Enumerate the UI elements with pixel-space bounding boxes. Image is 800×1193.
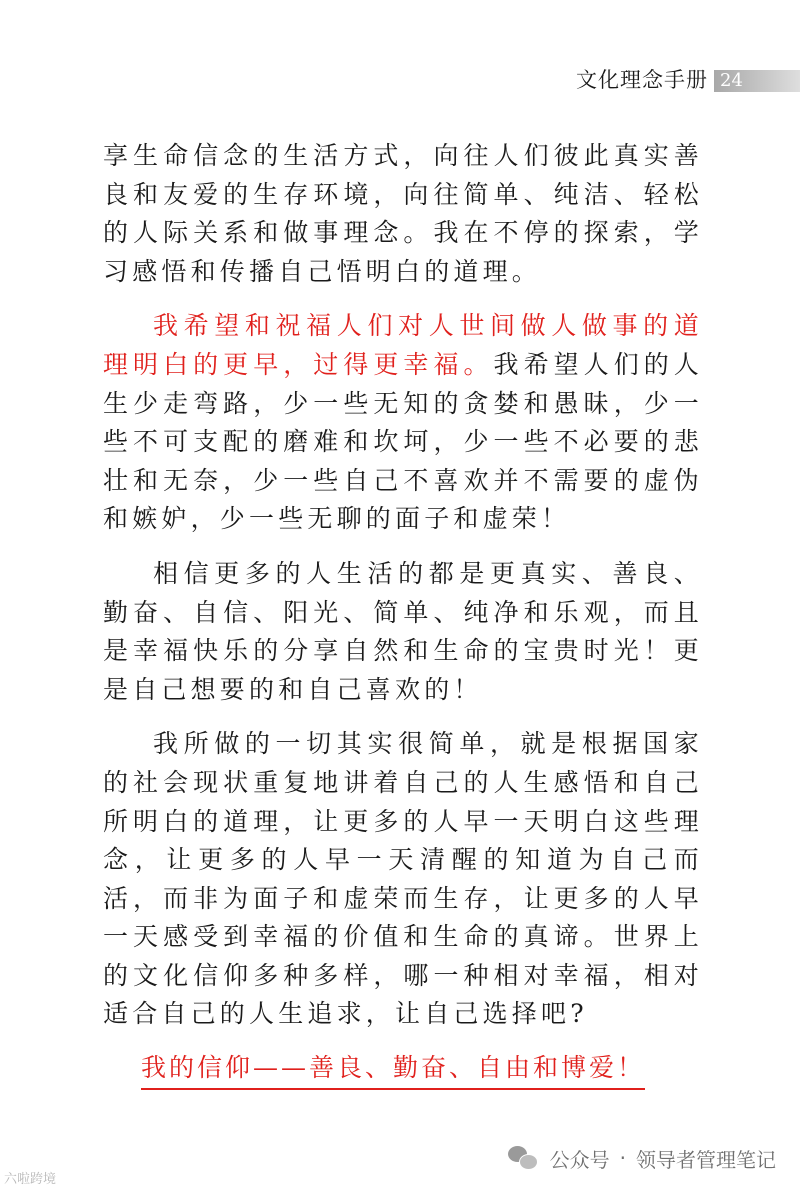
page-body bbox=[103, 137, 703, 1090]
motto-heading: 我的信仰——善良、勤奋、自由和博爱！ bbox=[141, 1050, 645, 1090]
paragraph-4: 我所做的一切其实很简单，就是根据国家的社会现状重复地讲着自己的人生感悟和自己所明白的道理，让更多的人早一天明白这些理念，让更多的人早一天清醒的知道为自己而活，而非为面子和虚荣而生存，让更多的人早一天感受到幸福的价值和生命的真谛。世界上的文化信仰多种多样，哪一种相对幸福，相对适合自己的人生追求，让自己选择吧? bbox=[103, 729, 703, 1029]
watermark-text: 六啦跨境 bbox=[4, 1172, 57, 1187]
paragraph-1: 享生命信念的生活方式，向往人们彼此真实善良和友爱的生存环境，向往简单、纯洁、轻松的人际关系和做事理念。我在不停的探索，学习感悟和传播自己悟明白的道理。 bbox=[103, 141, 703, 286]
source-attribution bbox=[508, 1143, 776, 1173]
source-prefix: 公众号 bbox=[549, 1147, 610, 1172]
page-header bbox=[0, 66, 800, 94]
page-number-bar bbox=[714, 70, 800, 92]
page-number: 24 bbox=[720, 70, 743, 91]
paragraph-2-emphasis: 我希望和祝福人们对人世间做人做事的道理明白的更早，过得更幸福。 bbox=[103, 311, 703, 379]
wechat-icon bbox=[508, 1146, 538, 1170]
paragraph-2-text: 我希望人们的人生少走弯路，少一些无知的贪婪和愚昧，少一些不可支配的磨难和坎坷，少一些不必要的悲壮和无奈，少一些自己不喜欢并不需要的虚伪和嫉妒，少一些无聊的面子和虚荣！ bbox=[103, 349, 703, 534]
paragraph-2 bbox=[103, 307, 703, 539]
source-separator: · bbox=[619, 1146, 626, 1170]
motto-container bbox=[103, 1050, 703, 1090]
paragraph-3: 相信更多的人生活的都是更真实、善良、勤奋、自信、阳光、简单、纯净和乐观，而且是幸福快乐的分享自然和生命的宝贵时光！更是自己想要的和自己喜欢的！ bbox=[103, 558, 703, 704]
account-name: 领导者管理笔记 bbox=[636, 1147, 776, 1172]
header-title: 文化理念手册 bbox=[576, 68, 708, 92]
